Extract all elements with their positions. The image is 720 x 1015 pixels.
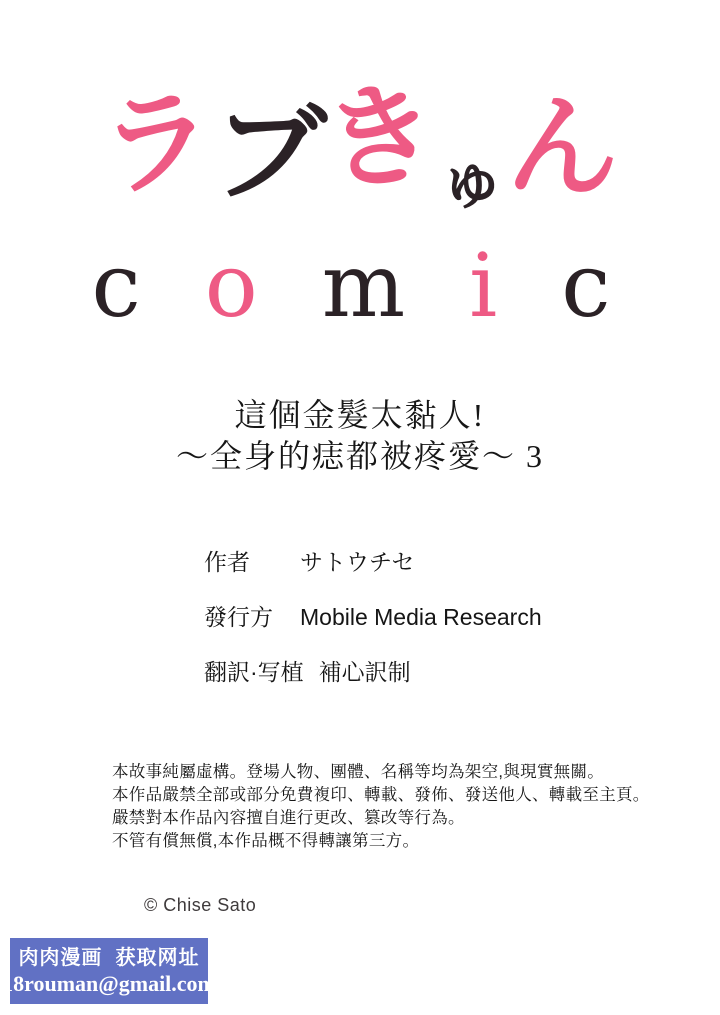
credit-row-publisher xyxy=(204,602,720,632)
logo-kana-char: き xyxy=(317,66,443,209)
watermark-email: 18rouman@gmail.com xyxy=(2,971,216,996)
logo-kana-char: ゅ xyxy=(436,137,508,221)
credit-value: サトウチセ xyxy=(300,548,415,575)
copyright-notice: © Chise Sato xyxy=(144,895,257,916)
legal-disclaimer xyxy=(112,761,720,854)
logo-latin-wordmark xyxy=(0,234,720,337)
credit-value: Mobile Media Research xyxy=(300,603,542,630)
logo-letter: c xyxy=(561,234,629,337)
credit-row-author xyxy=(204,547,720,577)
credit-row-translation xyxy=(204,657,720,687)
disclaimer-line: 本作品嚴禁全部或部分免費複印、轉載、發佈、發送他人、轉載至主頁。 xyxy=(112,785,650,804)
credit-label: 作者 xyxy=(204,548,250,575)
credits-list xyxy=(204,547,720,687)
disclaimer-line: 不管有償無償,本作品概不得轉讓第三方。 xyxy=(112,832,420,851)
logo-kana-char: ラ xyxy=(95,73,219,214)
publisher-logo xyxy=(0,0,720,337)
logo-letter: o xyxy=(204,234,276,337)
disclaimer-line: 本故事純屬虛構。登場人物、團體、名稱等均為架空,與現實無關。 xyxy=(112,762,605,781)
credit-label: 發行方 xyxy=(204,603,273,630)
book-title-line1: 這個金髮太黏人! xyxy=(234,396,486,433)
watermark-banner xyxy=(2,938,216,1004)
credit-label: 翻訳·写植 xyxy=(204,658,304,685)
book-title-line2: ～全身的痣都被疼愛～ 3 xyxy=(175,437,544,474)
credit-value: 補心訳制 xyxy=(318,658,411,685)
watermark-site-name: 肉肉漫画 获取网址 xyxy=(18,947,200,969)
logo-letter: i xyxy=(469,234,516,337)
disclaimer-line: 嚴禁對本作品內容擅自進行更改、篡改等行為。 xyxy=(112,809,465,828)
book-title xyxy=(0,395,720,477)
logo-letter: c xyxy=(91,234,159,337)
logo-letter: m xyxy=(321,234,424,337)
logo-kana-wordmark xyxy=(0,66,720,238)
logo-kana-char: ん xyxy=(504,80,622,215)
logo-kana-char: ブ xyxy=(207,84,329,223)
